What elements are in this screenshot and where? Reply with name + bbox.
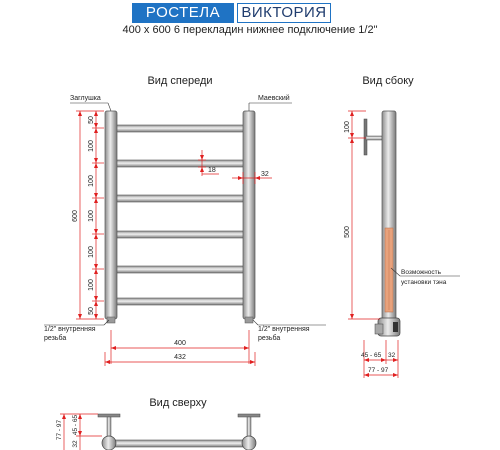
crossbar-4 bbox=[112, 231, 248, 238]
side-dim-100: 100 bbox=[344, 121, 351, 133]
crossbar-2 bbox=[112, 160, 248, 167]
thread-right-label-2: резьба bbox=[258, 335, 281, 342]
side-dim-32: 32 bbox=[388, 352, 396, 359]
crossbar-3 bbox=[112, 195, 248, 202]
dim-gap-5: 100 bbox=[88, 279, 95, 291]
dim-width-400: 400 bbox=[174, 340, 186, 347]
side-dim-500: 500 bbox=[344, 226, 351, 238]
dim-total-width-432: 432 bbox=[174, 354, 186, 361]
top-dim-77-97: 77 - 97 bbox=[56, 419, 63, 441]
top-dim-32: 32 bbox=[72, 440, 79, 448]
cap-label: Заглушка bbox=[70, 95, 101, 102]
front-view-drawing bbox=[105, 111, 255, 323]
thread-left-label-1: 1/2" внутренняя bbox=[44, 326, 96, 333]
thread-left-label-2: резьба bbox=[44, 335, 67, 342]
crossbar-6 bbox=[112, 298, 248, 305]
right-riser bbox=[243, 111, 255, 319]
front-view-title: Вид спереди bbox=[147, 75, 213, 87]
dim-height-600: 600 bbox=[72, 210, 79, 222]
side-view-drawing bbox=[364, 111, 400, 336]
brand-name: РОСТЕЛА bbox=[132, 3, 234, 23]
heater-label-2: установки тэна bbox=[401, 279, 447, 286]
brand-model: ВИКТОРИЯ bbox=[237, 3, 331, 23]
dim-gap-1: 100 bbox=[88, 140, 95, 152]
dim-top-50: 50 bbox=[88, 116, 95, 124]
side-dim-45-65: 45 - 65 bbox=[361, 352, 382, 359]
left-riser bbox=[105, 111, 117, 319]
heater-label-1: Возможность bbox=[401, 269, 442, 276]
top-view-title: Вид сверху bbox=[149, 397, 207, 409]
dim-gap-3: 100 bbox=[88, 210, 95, 222]
crossbar-5 bbox=[112, 266, 248, 273]
product-subtitle: 400 х 600 6 перекладин нижнее подключение 1/2" bbox=[122, 24, 378, 36]
thread-right-label-1: 1/2" внутренняя bbox=[258, 326, 310, 333]
top-dim-45-65: 45 - 65 bbox=[72, 414, 79, 436]
dim-gap-4: 100 bbox=[88, 246, 95, 258]
dim-pipe-32: 32 bbox=[261, 171, 269, 178]
side-view-title: Вид сбоку bbox=[362, 75, 414, 87]
dim-gap-2: 100 bbox=[88, 175, 95, 187]
crossbar-1 bbox=[112, 125, 248, 132]
top-view-drawing bbox=[98, 414, 260, 450]
mayevsky-label: Маевский bbox=[258, 95, 290, 102]
dim-bottom-50: 50 bbox=[88, 307, 95, 315]
dim-bar-18: 18 bbox=[208, 167, 216, 174]
side-dim-77-97: 77 - 97 bbox=[368, 367, 389, 374]
